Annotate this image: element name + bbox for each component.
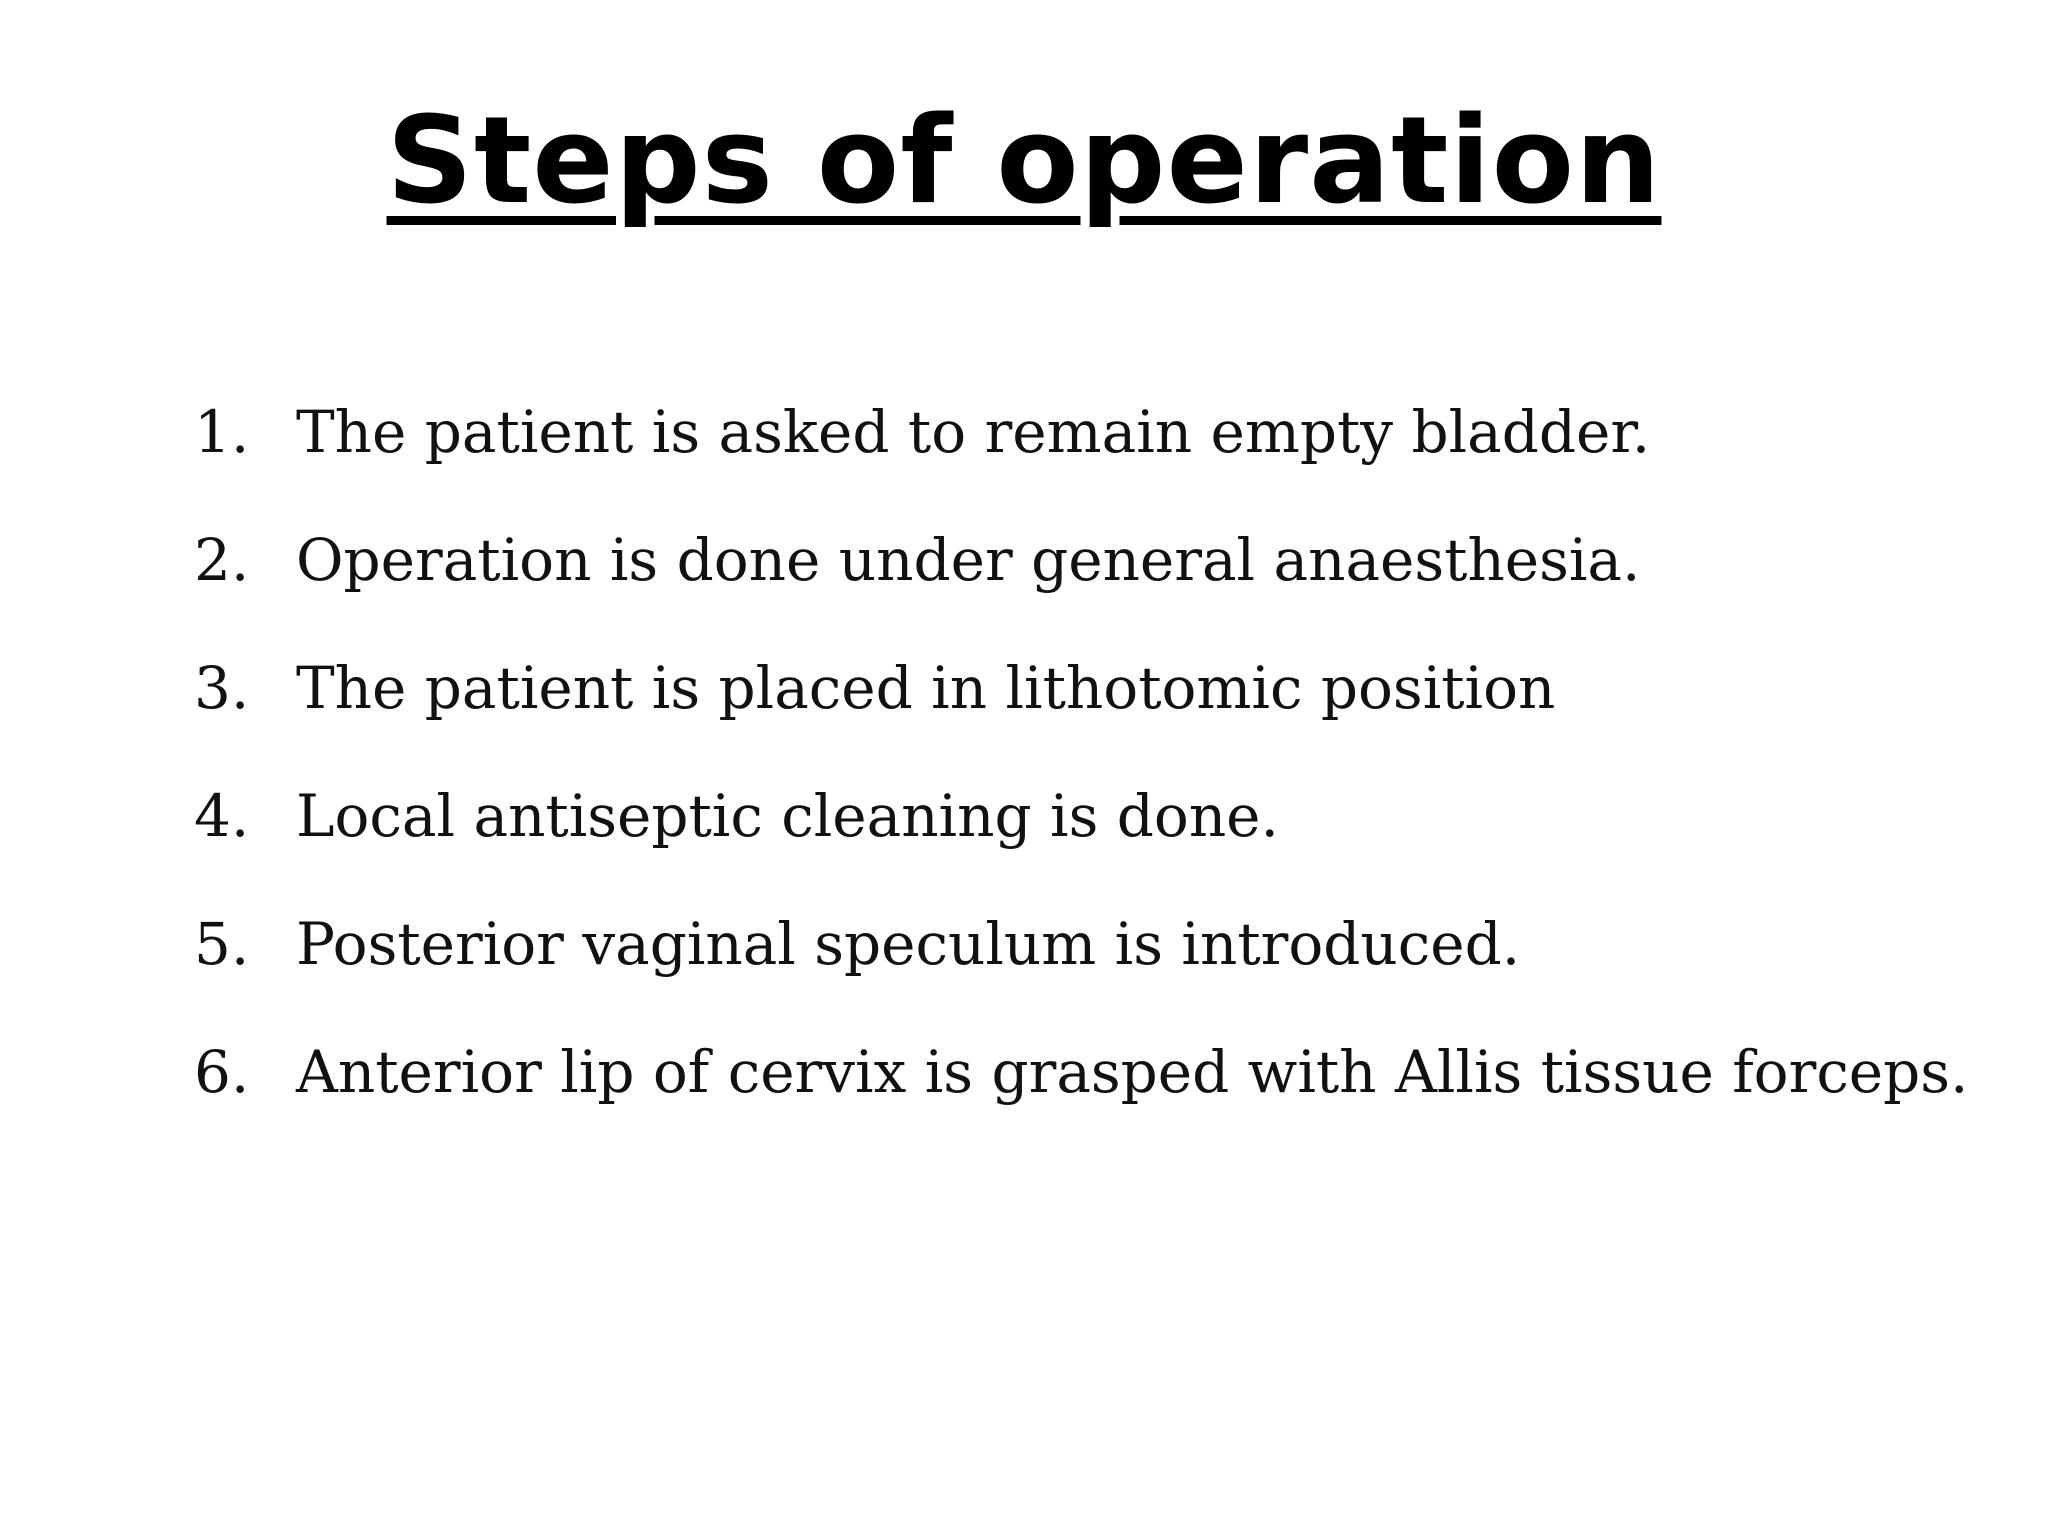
step-number: 4. (194, 782, 250, 850)
steps-list (194, 398, 1974, 1166)
step-number: 2. (194, 526, 250, 594)
step-text: Local antiseptic cleaning is done. (296, 782, 1279, 850)
step-text: The patient is placed in lithotomic position (296, 654, 1556, 722)
step-item (194, 910, 1974, 1038)
step-text: Anterior lip of cervix is grasped with Allis tissue forceps. (296, 1038, 1969, 1106)
step-text: Posterior vaginal speculum is introduced. (296, 910, 1521, 978)
step-item (194, 526, 1974, 654)
slide-title (0, 92, 2048, 232)
slide-title-text: Steps of operation (386, 92, 1662, 231)
step-number: 1. (194, 398, 250, 466)
step-text: Operation is done under general anaesthesia. (296, 526, 1641, 594)
step-item (194, 782, 1974, 910)
step-text: The patient is asked to remain empty bladder. (296, 398, 1651, 466)
step-number: 5. (194, 910, 250, 978)
step-number: 6. (194, 1038, 250, 1106)
step-item (194, 654, 1974, 782)
step-item (194, 398, 1974, 526)
step-number: 3. (194, 654, 250, 722)
step-item (194, 1038, 1974, 1166)
